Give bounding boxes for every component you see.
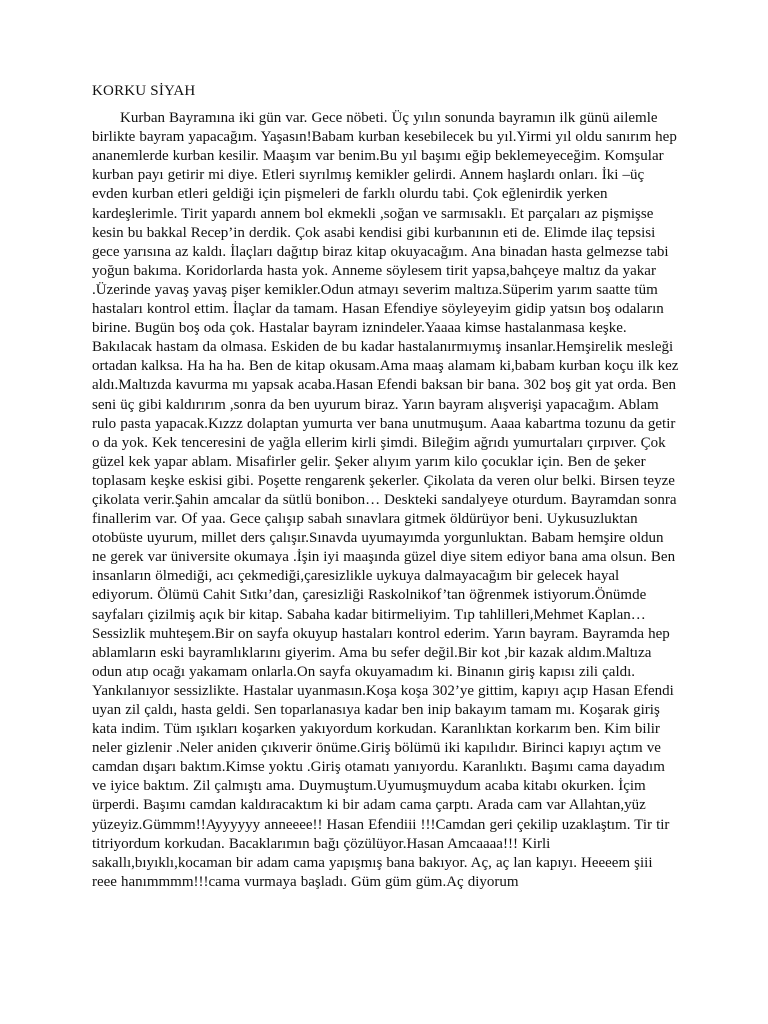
document-content <box>92 82 680 892</box>
document-body-paragraph: Kurban Bayramına iki gün var. Gece nöbeti. Üç yılın sonunda bayramın ilk günü ailemle birlikte bayram yapacağım. Yaşasın!Babam kurban kesebilecek bu yıl.Yirmi yıl oldu sanırım hep ananemlerde kurban kesilir. Maaşım var benim.Bu yıl başımı eğip beklemeyeceğim. Komşular kurban payı getirir mi diye. Etleri sıyrılmış kemikler gelirdi. Annem haşlardı onları. İki –üç evden kurban etleri geldiği için pişmeleri de farklı olurdu tabi. Çok eğlenirdik yerken kardeşlerimle. Tirit yapardı annem bol ekmekli ,soğan ve sarmısaklı. Et parçaları az pişmişse kesin bu bakkal Recep’in derdik. Çok asabi kendisi gibi kurbanının eti de. Elimde ilaç tepsisi gece yarısına az kaldı. İlaçları dağıtıp biraz kitap okuyacağım. Ana binadan hasta gelmezse tabi yoğun bakıma. Koridorlarda hasta yok. Anneme söylesem tirit yapsa,bahçeye maltız da yakar .Üzerinde yavaş yavaş pişer kemikler.Odun atmayı severim maltıza.Süperim yarım saatte tüm hastaları kontrol ettim. İlaçlar da tamam. Hasan Efendiye söyleyeyim gidip yatsın boş odaların birine. Bugün boş oda çok. Hastalar bayram iznindeler.Yaaaa kimse hastalanmasa keşke. Bakılacak hastam da olmasa. Eskiden de bu kadar hastalanırmıymış insanlar.Hemşirelik mesleği ortadan kalksa. Ha ha ha. Ben de kitap okusam.Ama maaş alamam ki,babam kurban koçu ilk kez aldı.Maltızda kavurma mı yapsak acaba.Hasan Efendi baksan bir bana. 302 boş git yat orda. Ben seni üç gibi kaldırırım ,sonra da ben uyurum biraz. Yarın bayram alışverişi yapacağım. Ablam rulo pasta yapacak.Kızzz dolaptan yumurta ver bana unutmuşum. Aaaa kabartma tozunu da getir o da yok. Kek tenceresini de yağla ellerim kirli şimdi. Bileğim ağrıdı yumurtaları çırpıver. Çok güzel kek yapar ablam. Misafirler gelir. Şeker alıyım yarım kilo çocuklar için. Ben de şeker toplasam keşke eskisi gibi. Poşette rengarenk şekerler. Çikolata da veren olur belki. Birsen teyze çikolata verir.Şahin amcalar da sütlü bonibon… Deskteki sandalyeye oturdum. Bayramdan sonra finallerim var. Of yaa. Gece çalışıp sabah sınavlara gitmek öldürüyor beni. Uykusuzluktan otobüste uyurum, millet ders çalışır.Sınavda uyumayımda yorgunluktan. Babam hemşire oldun ne gerek var üniversite okumaya .İşin iyi maaşında güzel diye sitem ediyor bana ama olsun. Ben insanların ölmediği, acı çekmediği,çaresizlikle uykuya dalmayacağım bir gelecek hayal ediyorum. Ölümü Cahit Sıtkı’dan, çaresizliği Raskolnikof’tan öğrenmek istiyorum.Önümde sayfaları çizilmiş açık bir kitap. Sabaha kadar bitirmeliyim. Tıp tahlilleri,Mehmet Kaplan…Sessizlik muhteşem.Bir on sayfa okuyup hastaları kontrol ederim. Yarın bayram. Bayramda hep ablamların eski bayramlıklarını giyerim. Ama bu sefer değil.Bir kot ,bir kazak aldım.Maltıza odun atıp ocağı yakamam onlarla.On sayfa okuyamadım ki. Binanın giriş kapısı zili çaldı. Yankılanıyor sessizlikte. Hastalar uyanmasın.Koşa koşa 302’ye gittim, kapıyı açıp Hasan Efendi uyan zil çaldı, hasta geldi. Sen toparlanasıya kadar ben inip bakayım tamam mı. Koşarak giriş kata indim. Tüm ışıkları koşarken yakıyordum korkudan. Karanlıktan korkarım ben. Kim bilir neler gizlenir .Neler aniden çıkıverir önüme.Giriş bölümü iki kapılıdır. Birinci kapıyı açtım ve camdan dışarı baktım.Kimse yoktu .Giriş otamatı yanıyordu. Karanlıktı. Başımı cama dayadım ve iyice baktım. Zil çalmıştı ama. Duymuştum.Uyumuşmuydum acaba kitabı okurken. İçim ürperdi. Başımı camdan kaldıracaktım ki bir adam cama çarptı. Arada cam var Allahtan,yüz yüzeyiz.Gümmm!!Ayyyyyy anneeee!! Hasan Efendiii !!!Camdan geri çekilip uzaklaştım. Tir tir titriyordum korkudan. Bacaklarımın bağı çözülüyor.Hasan Amcaaaa!!! Kirli sakallı,bıyıklı,kocaman bir adam cama yapışmış bana bakıyor. Aç, aç lan kapıyı. Heeeem şiii reee hanımmmm!!!cama vurmaya başladı. Güm güm güm.Aç diyorum <box>92 110 679 890</box>
document-title: KORKU SİYAH <box>92 83 196 99</box>
